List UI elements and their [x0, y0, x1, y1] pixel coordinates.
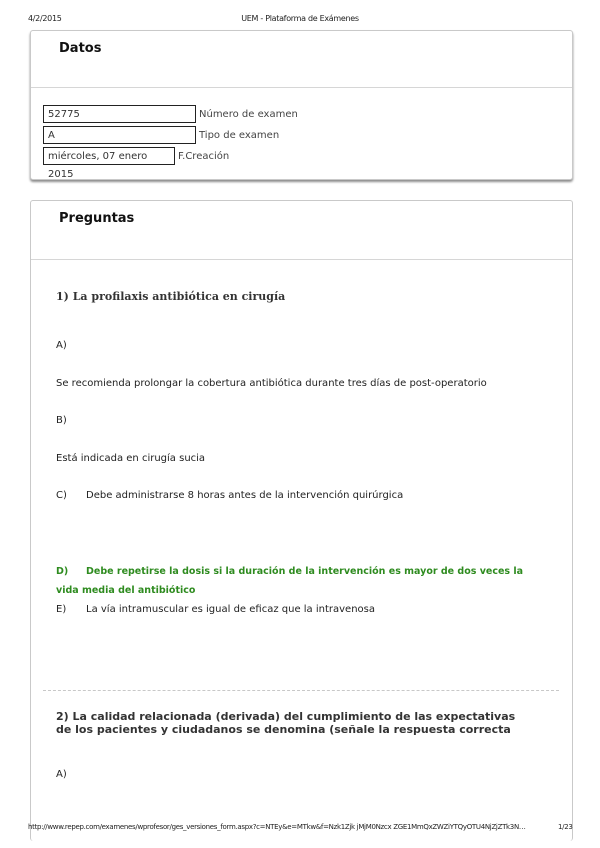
creation-date-field[interactable]: miércoles, 07 enero 2015	[43, 147, 175, 165]
exam-number-label: Número de examen	[199, 109, 298, 120]
datos-heading	[31, 31, 572, 88]
datos-panel	[30, 30, 573, 180]
q1-option-e-text: La vía intramuscular es igual de eficaz que la intravenosa	[86, 604, 375, 615]
question-1-title: 1) La profilaxis antibiótica en cirugía	[56, 290, 286, 303]
print-url: http://www.repep.com/examenes/wprofesor/ges_versiones_form.aspx?c=NTEy&e=MTkw&f=Nzk1Zjk jMjM0Nzcx ZGE1MmQxZWZiYTQyOTU4NjZjZTk3N…	[28, 823, 526, 831]
q1-option-c-letter: C)	[56, 490, 67, 501]
q1-option-a-text: Se recomienda prolongar la cobertura antibiótica durante tres días de post-operatorio	[56, 378, 487, 389]
exam-type-label: Tipo de examen	[199, 130, 280, 141]
print-page-number: 1/23	[558, 823, 573, 831]
q1-option-d-letter: D)	[56, 566, 69, 577]
q1-option-c-text: Debe administrarse 8 horas antes de la intervención quirúrgica	[86, 490, 404, 501]
q1-option-d-correct	[56, 562, 546, 600]
creation-date-label: F.Creación	[178, 151, 230, 162]
preguntas-title: Preguntas	[59, 211, 135, 226]
exam-type-field[interactable]: A	[43, 126, 196, 144]
q1-option-a-letter: A)	[56, 340, 67, 351]
q2-option-a-letter: A)	[56, 769, 67, 780]
preguntas-panel	[30, 200, 573, 841]
q1-option-b-text: Está indicada en cirugía sucia	[56, 453, 206, 464]
q1-option-c	[56, 490, 403, 501]
q1-option-e	[56, 604, 375, 615]
datos-title: Datos	[59, 41, 102, 56]
question-divider	[43, 690, 559, 691]
question-2-title: 2) La calidad relacionada (derivada) del cumplimiento de las expectativas de los pacientes y ciudadanos se denomina (señale la respuesta correcta	[56, 710, 516, 736]
preguntas-heading	[31, 201, 572, 260]
exam-number-field[interactable]: 52775	[43, 105, 196, 123]
print-title: UEM - Plataforma de Exámenes	[241, 14, 359, 23]
print-date: 4/2/2015	[28, 14, 62, 23]
q1-option-e-letter: E)	[56, 604, 67, 615]
q1-option-d-text: Debe repetirse la dosis si la duración de la intervención es mayor de dos veces la vida media del antibiótico	[56, 566, 524, 596]
q1-option-b-letter: B)	[56, 415, 67, 426]
